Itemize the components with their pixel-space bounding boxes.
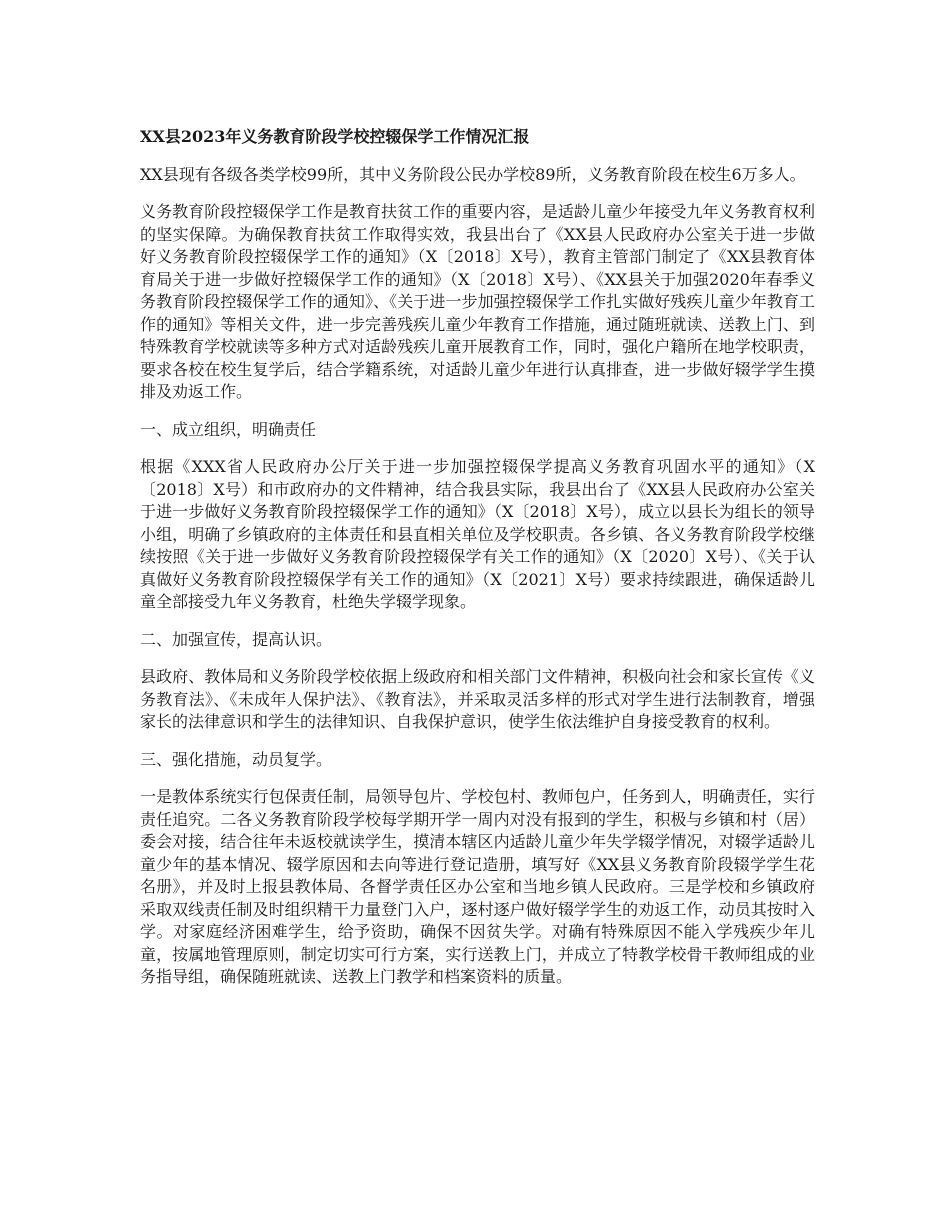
section-heading-2: 二、加强宣传，提高认识。	[140, 629, 333, 649]
section-heading-3: 三、强化措施，动员复学。	[140, 749, 333, 769]
section-heading-1: 一、成立组织，明确责任	[140, 419, 317, 439]
paragraph-background: 义务教育阶段控辍保学工作是教育扶贫工作的重要内容，是适龄儿童少年接受九年义务教育权利的坚实保障。为确保教育扶贫工作取得实效，我县出台了《XX县人民政府办公室关于进一步做好义务教育阶段控辍保学工作的通知》（X〔2018〕X号），教育主管部门制定了《XX县教育体育局关于进一步做好控辍保学工作的通知》（X〔2018〕X号）、《XX县关于加强2020年春季义务教育阶段控辍保学工作的通知》、《关于进一步加强控辍保学工作扎实做好残疾儿童少年教育工作的通知》等相关文件，进一步完善残疾儿童少年教育工作措施，通过随班就读、送教上门、到特殊教育学校就读等多种方式对适龄残疾儿童开展教育工作，同时，强化户籍所在地学校职责，要求各校在校生复学后，结合学籍系统，对适龄儿童少年进行认真排查，进一步做好辍学学生摸排及劝返工作。	[140, 202, 815, 401]
paragraph-section-3: 一是教体系统实行包保责任制，局领导包片、学校包村、教师包户，任务到人，明确责任，实行责任追究。二各义务教育阶段学校每学期开学一周内对没有报到的学生，积极与乡镇和村（居）委会对接，结合往年未返校就读学生，摸清本辖区内适龄儿童少年失学辍学情况，对辍学适龄儿童少年的基本情况、辍学原因和去向等进行登记造册，填写好《XX县义务教育阶段辍学学生花名册》，并及时上报县教体局、各督学责任区办公室和当地乡镇人民政府。三是学校和乡镇政府采取双线责任制及时组织精干力量登门入户，逐村逐户做好辍学学生的劝返工作，动员其按时入学。对家庭经济困难学生，给予资助，确保不因贫失学。对确有特殊原因不能入学残疾少年儿童，按属地管理原则，制定切实可行方案，实行送教上门，并成立了特教学校骨干教师组成的业务指导组，确保随班就读、送教上门教学和档案资料的质量。	[140, 787, 815, 986]
document-title: XX县2023年义务教育阶段学校控辍保学工作情况汇报	[140, 127, 530, 146]
paragraph-section-2: 县政府、教体局和义务阶段学校依据上级政府和相关部门文件精神，积极向社会和家长宣传《义务教育法》、《未成年人保护法》、《教育法》，并采取灵活多样的形式对学生进行法制教育，增强家长的法律意识和学生的法律知识、自我保护意识，使学生依法维护自身接受教育的权利。	[140, 667, 815, 731]
paragraph-overview: XX县现有各级各类学校99所，其中义务阶段公民办学校89所，义务教育阶段在校生6万多人。	[140, 164, 806, 184]
document-body	[140, 126, 815, 1004]
paragraph-section-1: 根据《XXX省人民政府办公厅关于进一步加强控辍保学提高义务教育巩固水平的通知》（X〔2018〕X号）和市政府办的文件精神，结合我县实际，我县出台了《XX县人民政府办公室关于进一步做好义务教育阶段控辍保学工作的通知》（X〔2018〕X号），成立以县长为组长的领导小组，明确了乡镇政府的主体责任和县直相关单位及学校职责。各乡镇、各义务教育阶段学校继续按照《关于进一步做好义务教育阶段控辍保学有关工作的通知》（X〔2020〕X号）、《关于认真做好义务教育阶段控辍保学有关工作的通知》（X〔2021〕X号）要求持续跟进，确保适龄儿童全部接受九年义务教育，杜绝失学辍学现象。	[140, 457, 815, 611]
